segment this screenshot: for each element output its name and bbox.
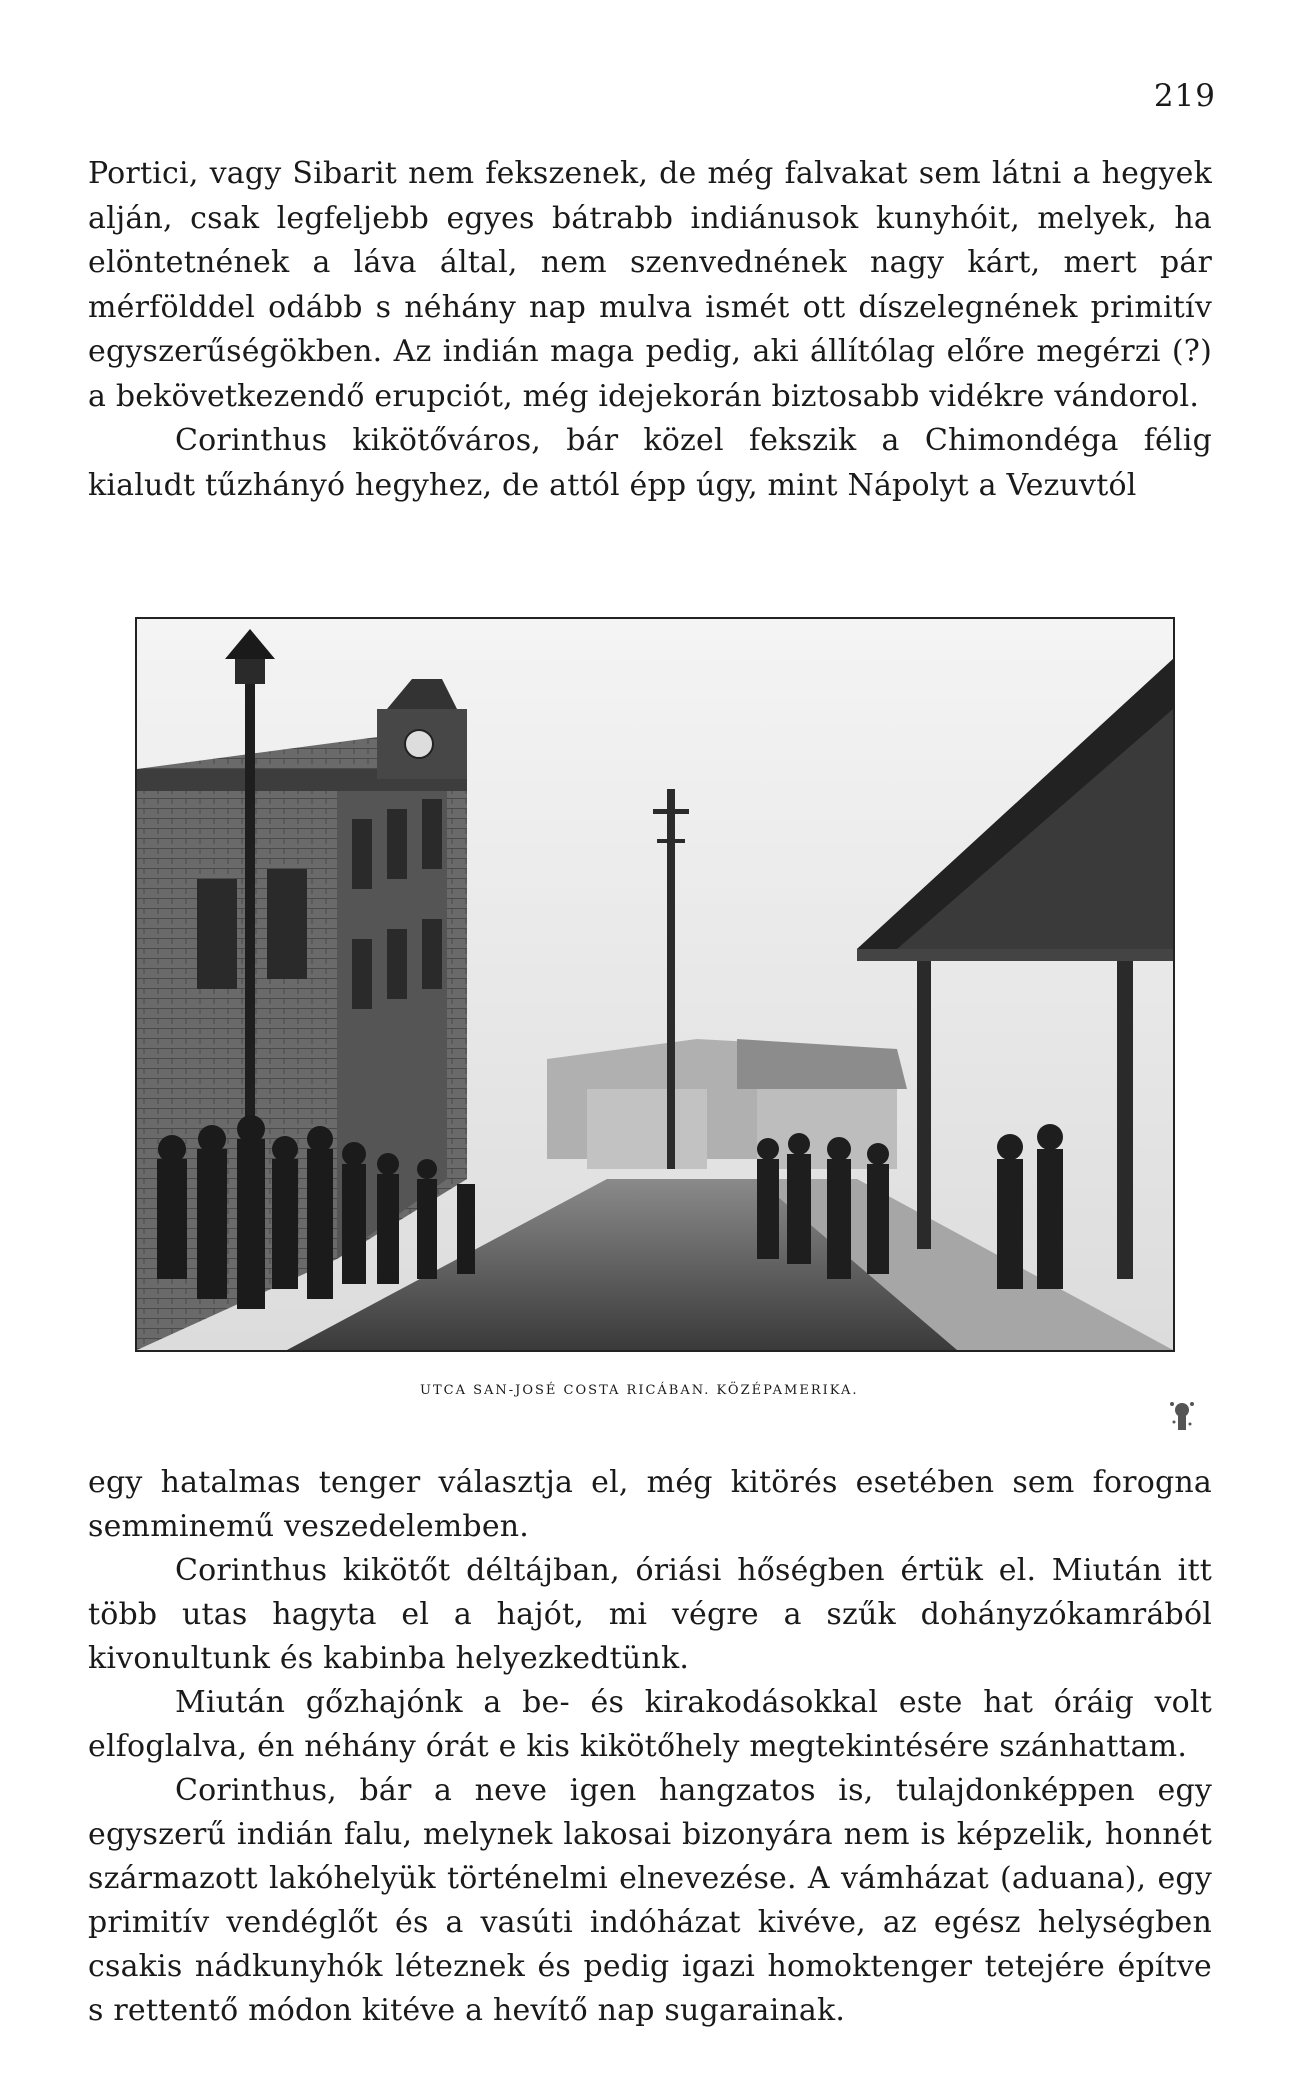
street-photograph-illustration — [137, 619, 1173, 1350]
bottom-text-block — [88, 1461, 1212, 2033]
figure-caption: UTCA SAN-JOSÉ COSTA RICÁBAN. KÖZÉPAMERIKA. — [420, 1383, 859, 1398]
paragraph: Corinthus kikötőváros, bár közel fekszik a Chimondéga félig kialudt tűzhányó hegyhez, de attól épp úgy, mint Nápolyt a Vezuvtól — [88, 423, 1212, 503]
paragraph: Portici, vagy Sibarit nem fekszenek, de még falvakat sem látni a hegyek alján, csak legfeljebb egyes bátrabb indiánusok kunyhóit, melyek, ha elöntetnének a láva által, nem szenvednének nagy kárt, mert pár mérfölddel odább s néhány nap mulva ismét ott díszelegnének primitív egyszerűségökben. Az indián maga pedig, aki állítólag előre megérzi (?) a bekövetkezendő erupciót, még idejekorán biztosabb vidékre vándorol. — [88, 156, 1212, 414]
page-number: 219 — [1153, 78, 1216, 114]
top-text-block — [88, 152, 1212, 508]
paragraph: egy hatalmas tenger választja el, még kitörés esetében sem forogna semminemű veszedelemben. — [88, 1465, 1212, 1544]
paragraph: Corinthus, bár a neve igen hangzatos is, tulajdonképpen egy egyszerű indián falu, melynek lakosai bizonyára nem is képzelik, honnét származott lakóhelyük történelmi elnevezése. A vámházat (aduana), egy primitív vendéglőt és a vasúti indóházat kivéve, az egész helységben csakis nádkunyhók léteznek és pedig igazi homoktenger tetejére építve s rettentő módon kitéve a hevítő nap sugarainak. — [88, 1773, 1212, 2028]
paragraph: Miután gőzhajónk a be- és kirakodásokkal este hat óráig volt elfoglalva, én néhány órát e kis kikötőhely megtekintésére szánhattam. — [88, 1685, 1212, 1764]
paragraph: Corinthus kikötőt déltájban, óriási hőségben értük el. Miután itt több utas hagyta el a hajót, mi végre a szűk dohányzókamrából kivonultunk és kabinba helyezkedtünk. — [88, 1553, 1212, 1676]
street-photograph — [135, 617, 1175, 1352]
library-stamp-mark — [1162, 1392, 1202, 1442]
